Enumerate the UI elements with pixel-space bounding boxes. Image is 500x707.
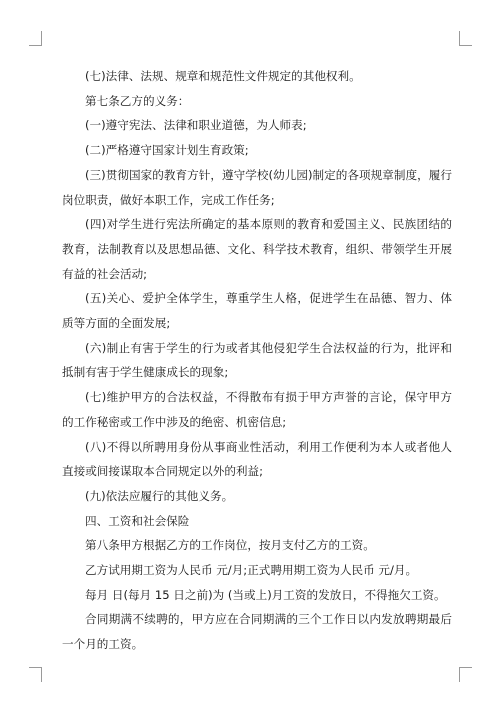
duty-item-9: (九)依法应履行的其他义务。 [85,488,234,503]
payday-terms: 每月 日(每月 15 日之前)为 (当或上)月工资的发放日，不得拖欠工资。 [85,587,446,602]
duty-item-3: (三)贯彻国家的教育方针，遵守学校(幼儿园)制定的各项规章制度，履行岗位职责，做好本职工作，完成工作任务; [62,167,452,207]
crop-mark-top-right [459,31,472,46]
duty-item-8: (八)不得以所聘用身份从事商业性活动，利用工作便利为本人或者他人直接或间接谋取本合同规定以外的利益; [62,439,452,479]
article-8: 第八条甲方根据乙方的工作岗位，按月支付乙方的工资。 [85,538,375,553]
section-4-heading: 四、工资和社会保险 [85,513,190,528]
crop-mark-bottom-right [459,667,472,682]
duty-item-6: (六)制止有害于学生的行为或者其他侵犯学生合法权益的行为，批评和抵制有害于学生健康成长的现象; [62,340,452,380]
duty-item-4: (四)对学生进行宪法所确定的基本原则的教育和爱国主义、民族团结的教育，法制教育以及思想品德、文化、科学技术教育，组织、带领学生开展有益的社会活动; [62,217,452,281]
crop-mark-top-left [29,31,42,46]
contract-expiry-terms: 合同期满不续聘的，甲方应在合同期满的三个工作日以内发放聘期最后一个月的工资。 [62,612,452,652]
paragraph-rights-7: (七)法律、法规、规章和规范性文件规定的其他权利。 [85,69,361,83]
document-body [62,64,452,657]
duty-item-7: (七)维护甲方的合法权益，不得散布有损于甲方声誉的言论，保守甲方的工作秘密或工作中涉及的绝密、机密信息; [62,390,452,429]
salary-terms: 乙方试用期工资为人民币 元/月;正式聘用期工资为人民币 元/月。 [85,563,418,578]
article-7-heading: 第七条乙方的义务： [85,93,190,108]
crop-mark-bottom-left [29,667,42,682]
duty-item-1: (一)遵守宪法、法律和职业道德，为人师表; [85,118,307,133]
duty-item-2: (二)严格遵守国家计划生育政策; [85,143,249,158]
duty-item-5: (五)关心、爱护全体学生，尊重学生人格，促进学生在品德、智力、体质等方面的全面发展; [62,291,452,331]
